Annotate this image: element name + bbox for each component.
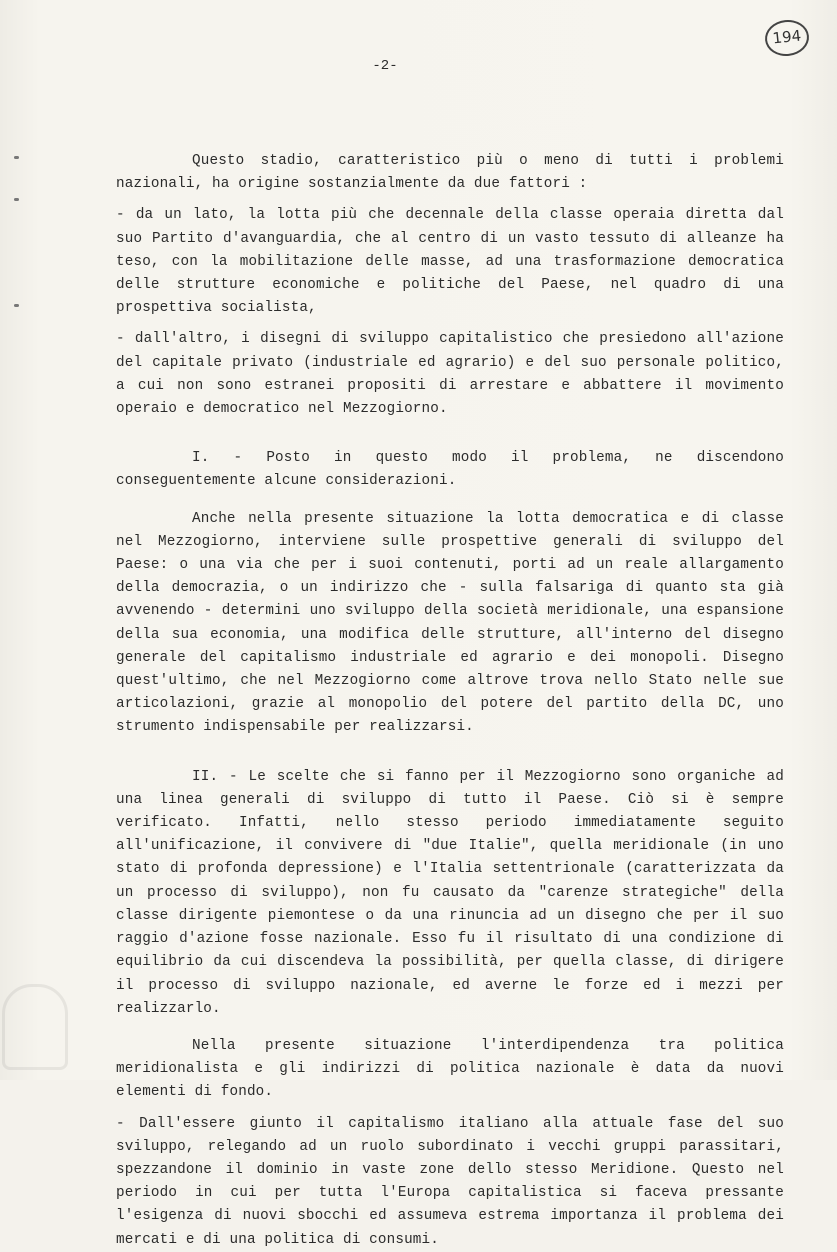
paragraph-first-factor: - da un lato, la lotta più che decennale della classe operaia diretta dal suo Partito d'avanguardia, che al centro di un vasto tessuto di alleanze ha teso, con la mobilitazione delle masse, ad una trasformazione democratica delle strutture economiche e politiche del Paese, nel quadro di una prospettiva socialista, <box>116 207 784 317</box>
paragraph-section-one: I. - Posto in questo modo il problema, ne discendono conseguentemente alcune considerazioni. <box>116 450 784 490</box>
paragraph-interdependence: Nella presente situazione l'interdipendenza tra politica meridionalista e gli indirizzi di politica nazionale è data da nuovi elementi di fondo. <box>116 1037 784 1101</box>
archive-number-stamp: 194 <box>763 18 811 58</box>
scan-speck <box>14 198 19 201</box>
document-body <box>116 150 784 1252</box>
page-number: -2- <box>372 58 398 74</box>
paragraph-intro: Questo stadio, caratteristico più o meno di tutti i problemi nazionali, ha origine sostanzialmente da due fattori : <box>116 153 784 193</box>
scan-speck <box>14 156 19 159</box>
paragraph-section-two: II. - Le scelte che si fanno per il Mezzogiorno sono organiche ad una linea generali di sviluppo di tutto il Paese. Ciò si è sempre verificato. Infatti, nello stesso periodo immediatamente seguito all'unificazione, il convivere di "due Italie", quella meridionale (in uno stato di profonda depressione) e l'Italia settentrionale (caratterizzata da un processo di sviluppo), non fu causato da "carenze strategiche" della classe dirigente piemontese o da una rinuncia ad un disegno che per il suo raggio d'azione fosse nazionale. Esso fu il risultato di una condizione di equilibrio da cui discendeva la possibilità, per quella classe, di dirigere il processo di sviluppo nazionale, ed averne le forze ed i mezzi per realizzarlo. <box>116 768 784 1017</box>
archive-watermark <box>2 984 68 1070</box>
paragraph-second-factor: - dall'altro, i disegni di sviluppo capitalistico che presiedono all'azione del capitale privato (industriale ed agrario) e del suo personale politico, a cui non sono estranei propositi di arrestare e abbattere il movimento operaio e democratico nel Mezzogiorno. <box>116 331 784 418</box>
paragraph-capitalism-phase: - Dall'essere giunto il capitalismo italiano alla attuale fase del suo sviluppo, relegando ad un ruolo subordinato i vecchi gruppi parassitari, spezzandone il dominio in vaste zone dello stesso Meridione. Questo nel periodo in cui per tutta l'Europa capitalistica si faceva pressante l'esigenza di nuovi sbocchi ed assumeva estrema importanza il problema dei mercati e di una politica di consumi. <box>116 1115 784 1248</box>
paragraph-democratic-struggle: Anche nella presente situazione la lotta democratica e di classe nel Mezzogiorno, interviene sulle prospettive generali di sviluppo del Paese: o una via che per i suoi contenuti, porti ad un reale allargamento della democrazia, o un indirizzo che - sulla falsariga di quanto sta già avvenendo - determini uno sviluppo della società meridionale, una espansione della sua economia, una modifica delle strutture, all'interno del disegno generale del capitalismo industriale ed agrario e dei monopoli. Disegno quest'ultimo, che nel Mezzogiorno come altrove trova nello Stato nelle sue articolazioni, grazie al monopolio del potere del partito della DC, uno strumento indispensabile per realizzarsi. <box>116 510 784 736</box>
scan-speck <box>14 304 19 307</box>
